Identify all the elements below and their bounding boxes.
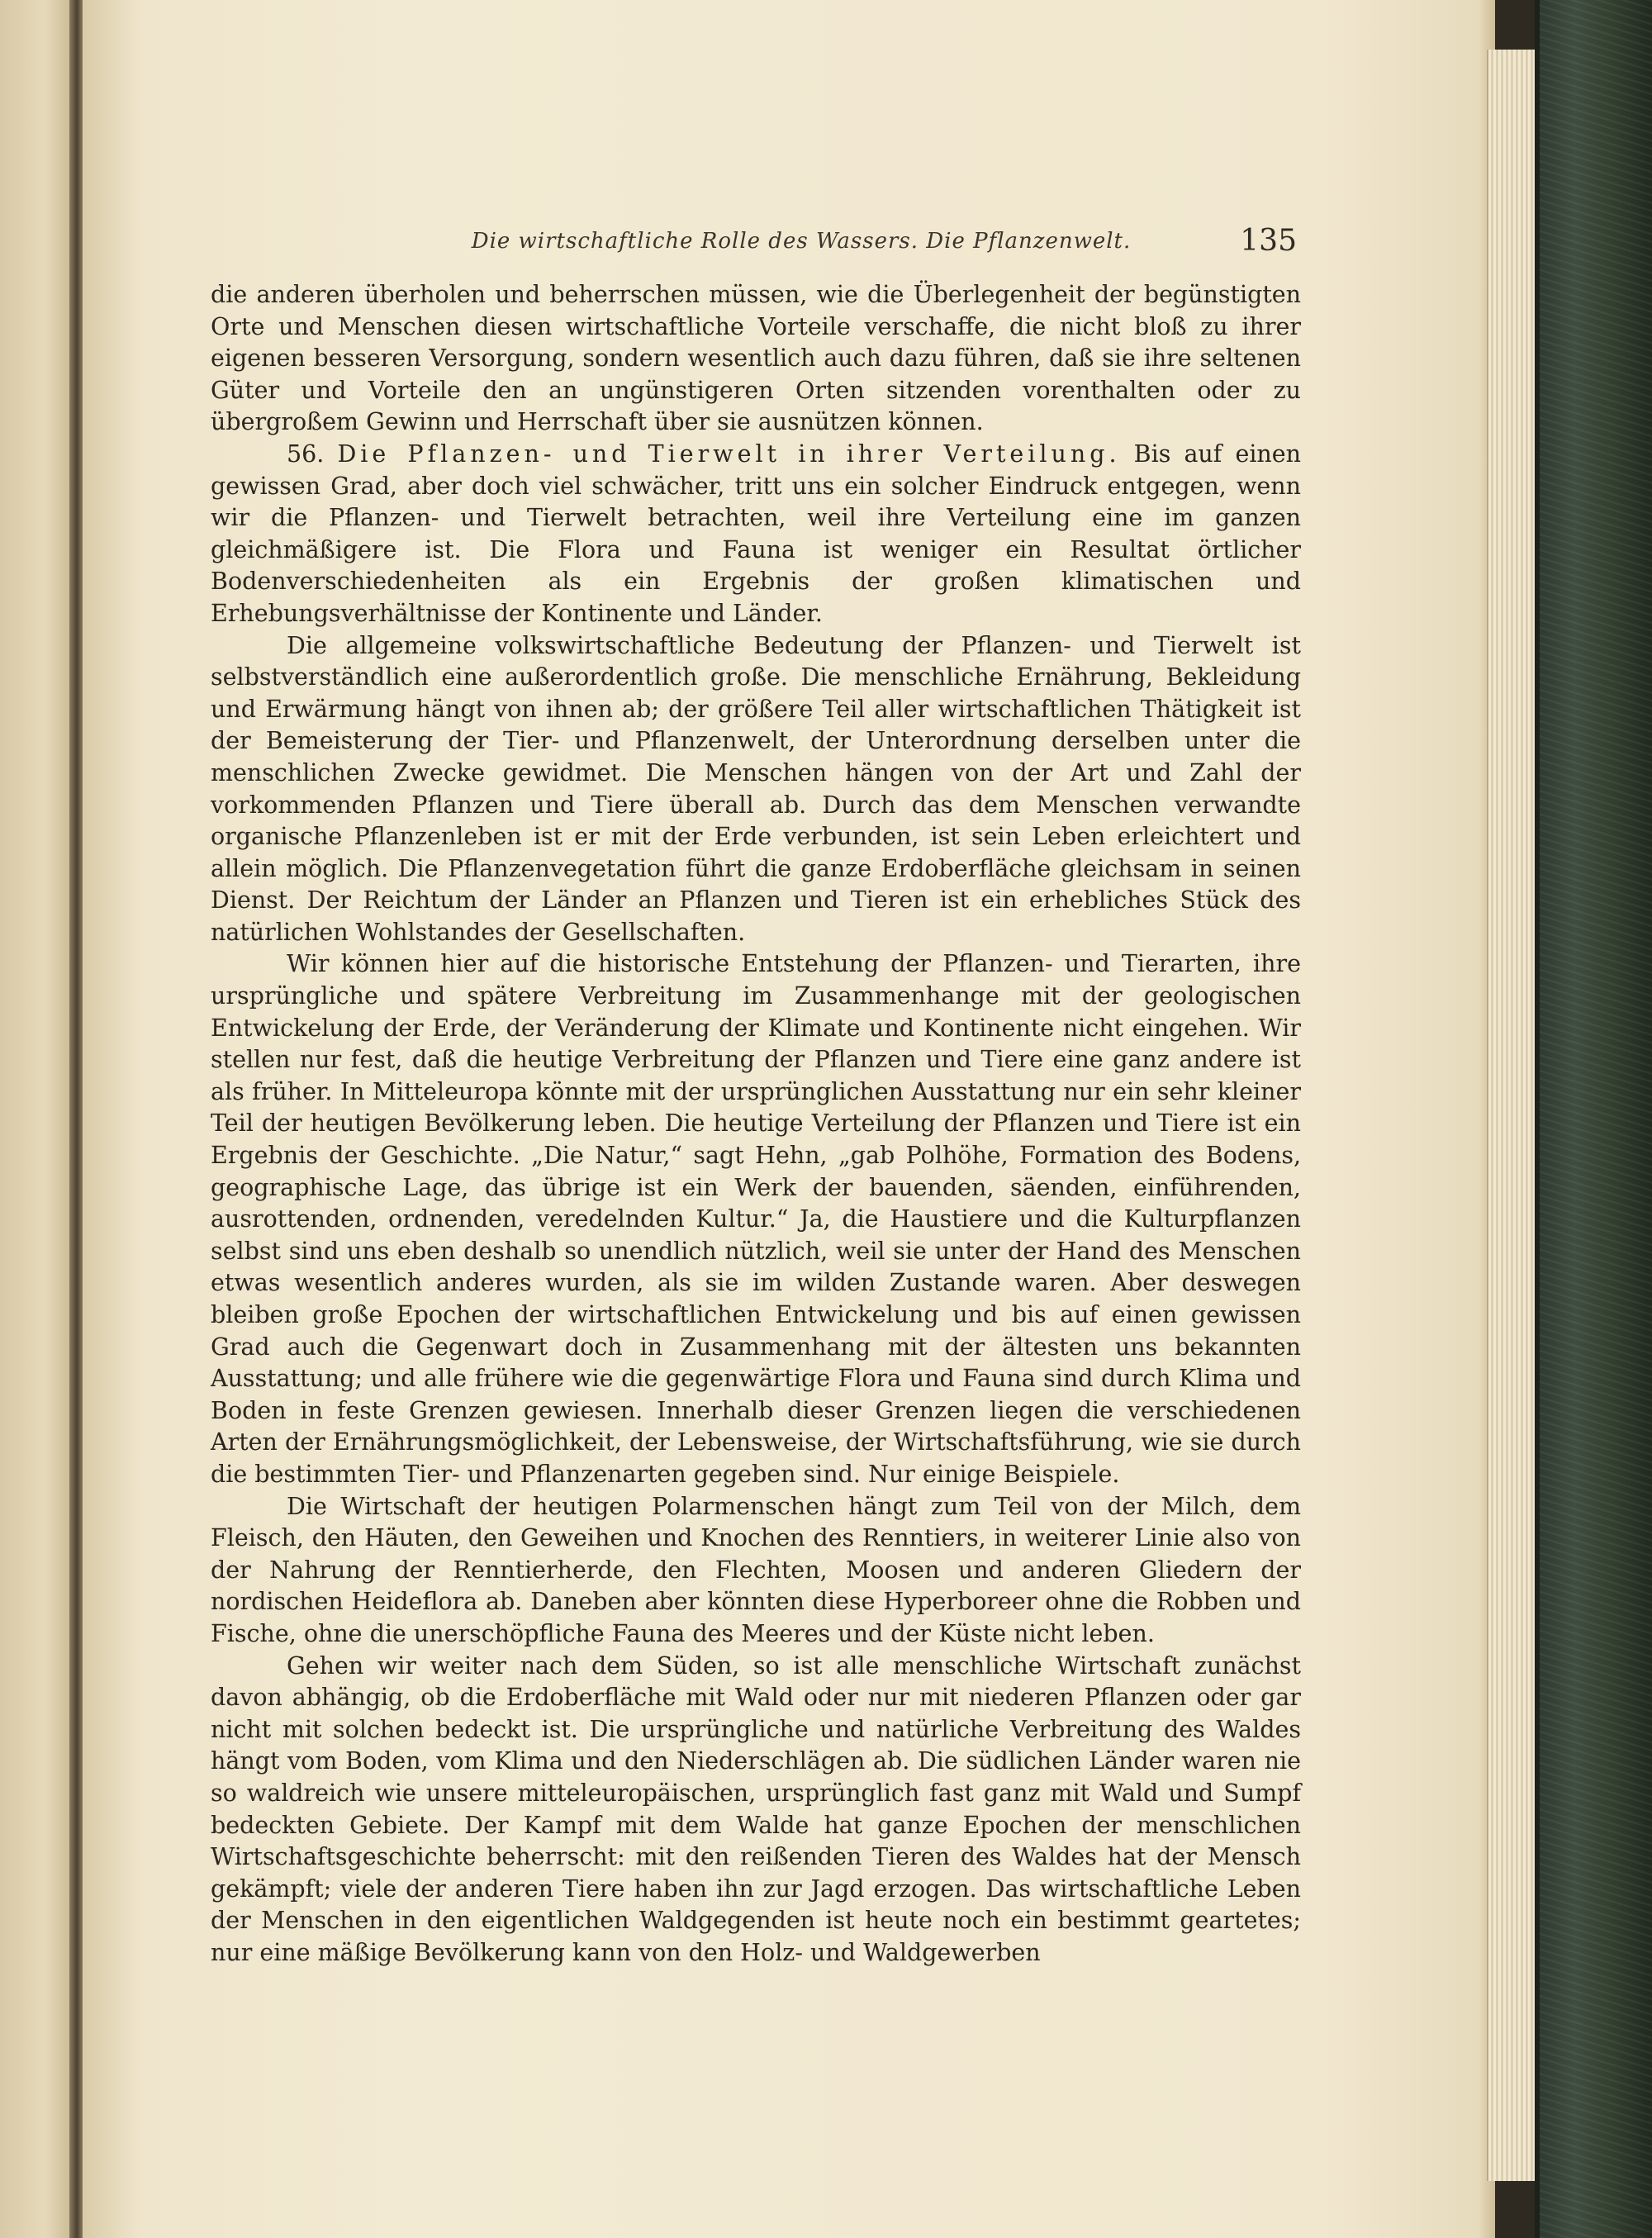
- paragraph: Bis auf einen gewissen Grad, aber doch viel schwächer, tritt uns ein solcher Eindruck entgegen, wenn wir die Pflanzen- und Tierwelt betrachten, weil ihre Verteilung eine im ganzen gleichmäßigere ist. Die Flora und Fauna ist weniger ein Resultat örtlicher Bodenverschiedenheiten als ein Ergebnis der großen klimatischen und Erhebungsverhältnisse der Kontinente und Länder.: [211, 440, 1302, 627]
- section-paragraph: [211, 439, 1301, 630]
- section-heading: Die Pflanzen- und Tierwelt in ihrer Verteilung.: [337, 440, 1121, 468]
- book-cover: [1535, 0, 1652, 2238]
- body-text: [211, 279, 1301, 1969]
- paragraph: Gehen wir weiter nach dem Süden, so ist alle menschliche Wirtschaft zunächst davon abhängig, ob die Erdoberfläche mit Wald oder nur mit niederen Pflanzen oder gar nicht mit solchen bedeckt ist. Die ursprüngliche und natürliche Verbreitung des Waldes hängt vom Boden, vom Klima und den Niederschlägen ab. Die südlichen Länder waren nie so waldreich wie unsere mitteleuropäischen, ursprünglich fast ganz mit Wald und Sumpf bedeckten Gebiete. Der Kampf mit dem Walde hat ganze Epochen der menschlichen Wirtschaftsgeschichte beherrscht: mit den reißenden Tieren des Waldes hat der Mensch gekämpft; viele der anderen Tiere haben ihn zur Jagd erzogen. Das wirtschaftliche Leben der Menschen in den eigentlichen Waldgegenden ist heute noch ein bestimmt geartetes; nur eine mäßige Bevölkerung kann von den Holz- und Waldgewerben: [211, 1651, 1301, 1966]
- paragraph: Wir können hier auf die historische Entstehung der Pflanzen- und Tierarten, ihre ursprüngliche und spätere Verbreitung im Zusammenhange mit der geologischen Entwickelung der Erde, der Veränderung der Klimate und Kontinente nicht eingehen. Wir stellen nur fest, daß die heutige Verbreitung der Pflanzen und Tiere eine ganz andere ist als früher. In Mitteleuropa könnte mit der ursprünglichen Ausstattung nur ein sehr kleiner Teil der heutigen Bevölkerung leben. Die heutige Verteilung der Pflanzen und Tiere ist ein Ergebnis der Geschichte. „Die Natur,“ sagt Hehn, „gab Polhöhe, Formation des Bodens, geographische Lage, das übrige ist ein Werk der bauenden, säenden, einführenden, ausrottenden, ordnenden, veredelnden Kultur.“ Ja, die Haustiere und die Kulturpflanzen selbst sind uns eben deshalb so unendlich nützlich, weil sie unter der Hand des Menschen etwas wesentlich anderes wurden, als sie im wilden Zustande waren. Aber deswegen bleiben große Epochen der wirtschaftlichen Entwickelung und bis auf einen gewissen Grad auch die Gegenwart doch in Zusammenhang mit der ältesten uns bekannten Ausstattung; und alle frühere wie die gegenwärtige Flora und Fauna sind durch Klima und Boden in feste Grenzen gewiesen. Innerhalb dieser Grenzen liegen die verschiedenen Arten der Ernährungsmöglichkeit, der Lebensweise, der Wirtschaftsführung, wie sie durch die bestimmten Tier- und Pflanzenarten gegeben sind. Nur einige Beispiele.: [211, 950, 1301, 1488]
- section-number: 56.: [287, 440, 325, 468]
- page-header: [405, 216, 1305, 266]
- paragraph: Die allgemeine volkswirtschaftliche Bedeutung der Pflanzen- und Tierwelt ist selbstverständlich eine außerordentlich große. Die menschliche Ernährung, Bekleidung und Erwärmung hängt von ihnen ab; der größere Teil aller wirtschaftlichen Thätigkeit ist der Bemeisterung der Tier- und Pflanzenwelt, der Unterordnung derselben unter die menschlichen Zwecke gewidmet. Die Menschen hängen von der Art und Zahl der vorkommenden Pflanzen und Tiere überall ab. Durch das dem Menschen verwandte organische Pflanzenleben ist er mit der Erde verbunden, ist sein Leben erleichtert und allein möglich. Die Pflanzenvegetation führt die ganze Erdoberfläche gleichsam in seinen Dienst. Der Reichtum der Länder an Pflanzen und Tieren ist ein erhebliches Stück des natürlichen Wohlstandes der Gesellschaften.: [211, 631, 1301, 946]
- paragraph: Die Wirtschaft der heutigen Polarmenschen hängt zum Teil von der Milch, dem Fleisch, den Häuten, den Geweihen und Knochen des Renntiers, in weiterer Linie also von der Nahrung der Renntierherde, den Flechten, Moosen und anderen Gliedern der nordischen Heideflora ab. Daneben aber könnten diese Hyperboreer ohne die Robben und Fische, ohne die unerschöpfliche Fauna des Meeres und der Küste nicht leben.: [211, 1492, 1301, 1647]
- paragraph: die anderen überholen und beherrschen müssen, wie die Überlegenheit der begünstigten Orte und Menschen diesen wirtschaftliche Vorteile verschaffe, die nicht bloß zu ihrer eigenen besseren Versorgung, sondern wesentlich auch dazu führen, daß sie ihre seltenen Güter und Vorteile den an ungünstigeren Orten sitzenden vorenthalten oder zu übergroßem Gewinn und Herrschaft über sie ausnützen können.: [211, 281, 1301, 436]
- running-head: Die wirtschaftliche Rolle des Wassers. Die Pflanzenwelt.: [471, 229, 1132, 254]
- previous-page-edge: [0, 0, 74, 2238]
- page-block-edges: [1487, 50, 1538, 2181]
- page-number: 135: [1240, 224, 1297, 258]
